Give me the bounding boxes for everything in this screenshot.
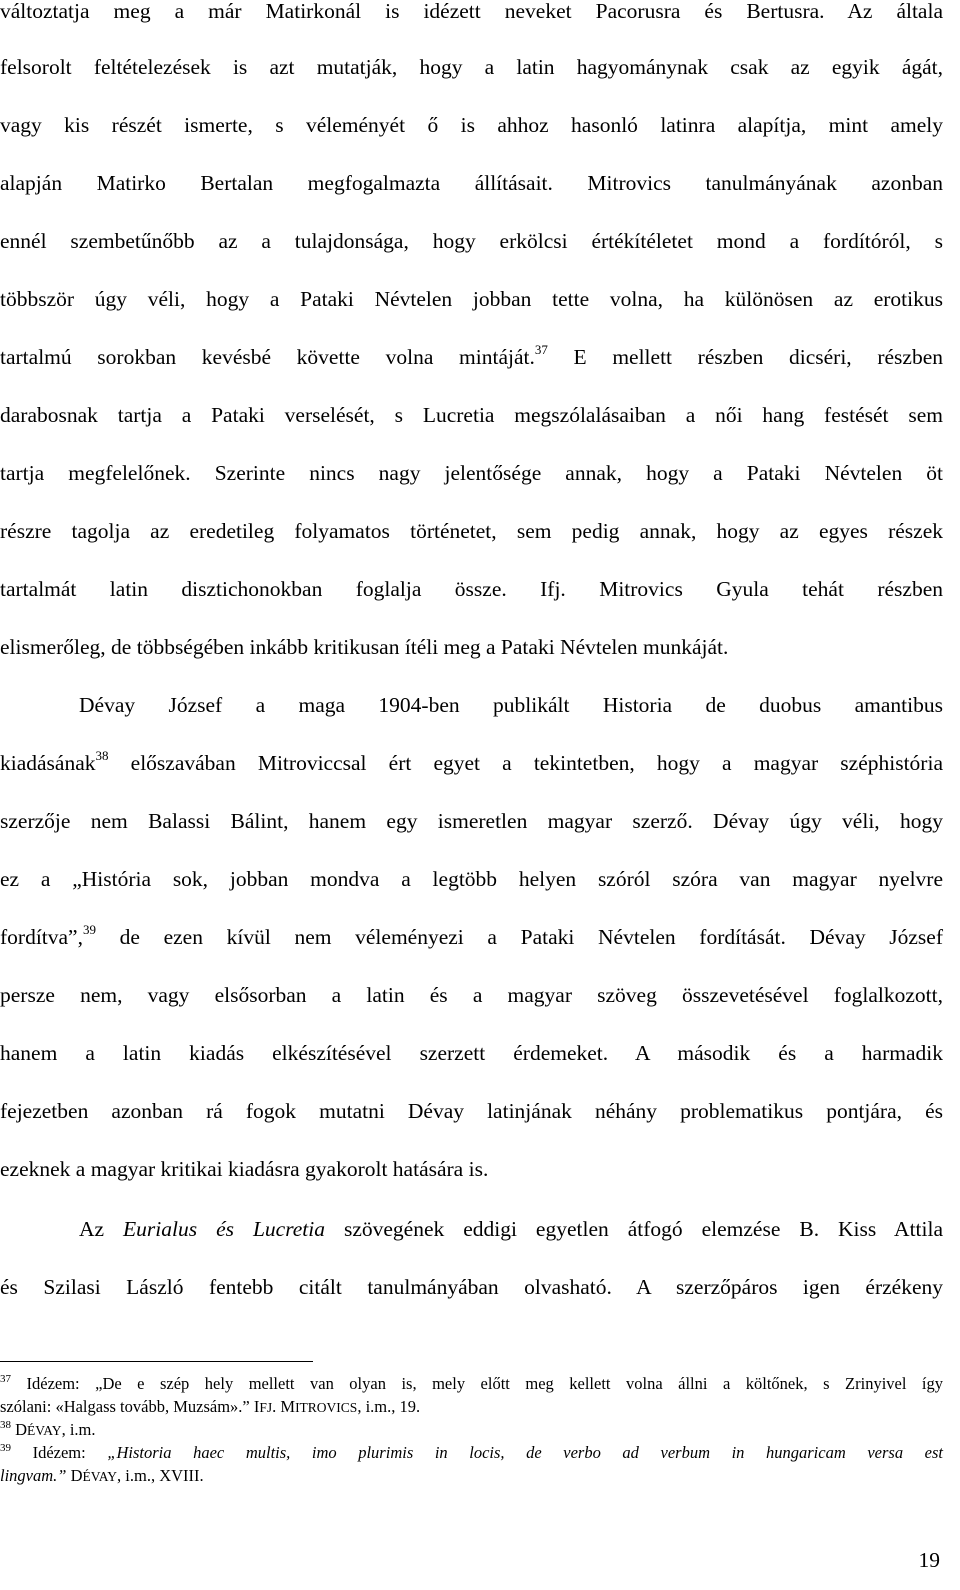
footnote-reference: 37 [534,341,548,357]
text-line: tartalmát latin disztichonokban foglalja össze. Ifj. Mitrovics Gyula tehát részben [0,577,943,601]
footnote-reference: 38 [95,747,109,763]
footnote-37-line-1: $^{37}$ Idézem: „De e szép hely mellett van olyan is, mely előtt meg kellett volna állni a költőnek, s Zrinyivel így [0,1372,944,1393]
text-line: kiadásának$^{38}$ előszavában Mitroviccsal ért egyet a tekintetben, hogy a magyar széphistória [0,747,943,775]
footnote-38: $^{38}$ DÉVAY, i.m. [0,1418,96,1439]
footnote-number: 39 [0,1441,11,1454]
text-line: ezeknek a magyar kritikai kiadásra gyakorolt hatására is. [0,1157,489,1181]
text-line: Dévay József a maga 1904-ben publikált Historia de duobus amantibus [79,693,943,717]
text-line: fordítva”,$^{39}$ de ezen kívül nem véleményezi a Pataki Névtelen fordítását. Dévay József [0,921,943,949]
text-line: elismerőleg, de többségében inkább kritikusan ítéli meg a Pataki Névtelen munkáját. [0,635,729,659]
text-line: ennél szembetűnőbb az a tulajdonsága, hogy erkölcsi értékítéletet mond a fordítóról, s [0,229,943,253]
text-line: és Szilasi László fentebb citált tanulmányában olvasható. A szerzőpáros igen érzékeny [0,1275,943,1299]
text-line: Az Eurialus és Lucretia szövegének eddigi egyetlen átfogó elemzése B. Kiss Attila [79,1217,944,1241]
text-line: szerzője nem Balassi Bálint, hanem egy ismeretlen magyar szerző. Dévay úgy véli, hogy [0,809,943,833]
text-line: vagy kis részét ismerte, s véleményét ő is ahhoz hasonló latinra alapítja, mint amely [0,113,943,137]
footnote-number: 37 [0,1372,11,1385]
footnote-number: 38 [0,1418,11,1431]
text-line: tartja megfelelőnek. Szerinte nincs nagy jelentősége annak, hogy a Pataki Névtelen öt [0,461,943,485]
text-line: darabosnak tartja a Pataki verselését, s Lucretia megszólalásaiban a női hang festését sem [0,403,943,427]
text-line: fejezetben azonban rá fogok mutatni Dévay latinjának néhány problematikus pontjára, és [0,1099,943,1123]
footnote-rule [0,1361,313,1362]
footnote-39-line-1: $^{39}$ Idézem: „Historia haec multis, imo plurimis in locis, de verbo ad verbum in hungaricam versa est [0,1441,943,1462]
page-number: 19 [918,1548,940,1572]
text-line: tartalmú sorokban kevésbé követte volna mintáját.$^{37}$ E mellett részben dicséri, részben [0,341,943,369]
footnote-39-line-2: lingvam.” DÉVAY, i.m., XVIII. [0,1466,204,1485]
text-line: hanem a latin kiadás elkészítésével szerzett érdemeket. A második és a harmadik [0,1041,943,1065]
footnote-reference: 39 [82,921,96,937]
text-line: persze nem, vagy elsősorban a latin és a magyar szöveg összevetésével foglalkozott, [0,983,943,1007]
text-line: alapján Matirko Bertalan megfogalmazta állításait. Mitrovics tanulmányának azonban [0,171,943,195]
text-line: többször úgy véli, hogy a Pataki Névtelen jobban tette volna, ha különösen az erotikus [0,287,943,311]
text-line: változtatja meg a már Matirkonál is idézett neveket Pacorusra és Bertusra. Az általa [0,0,943,23]
text-line: ez a „História sok, jobban mondva a legtöbb helyen szóról szóra van magyar nyelvre [0,867,943,891]
text-line: felsorolt feltételezések is azt mutatják, hogy a latin hagyománynak csak az egyik ágát, [0,55,943,79]
text-line: részre tagolja az eredetileg folyamatos történetet, sem pedig annak, hogy az egyes részek [0,519,943,543]
footnote-37-line-2: szólani: «Halgass tovább, Muzsám».” IFJ. MITROVICS, i.m., 19. [0,1397,421,1416]
